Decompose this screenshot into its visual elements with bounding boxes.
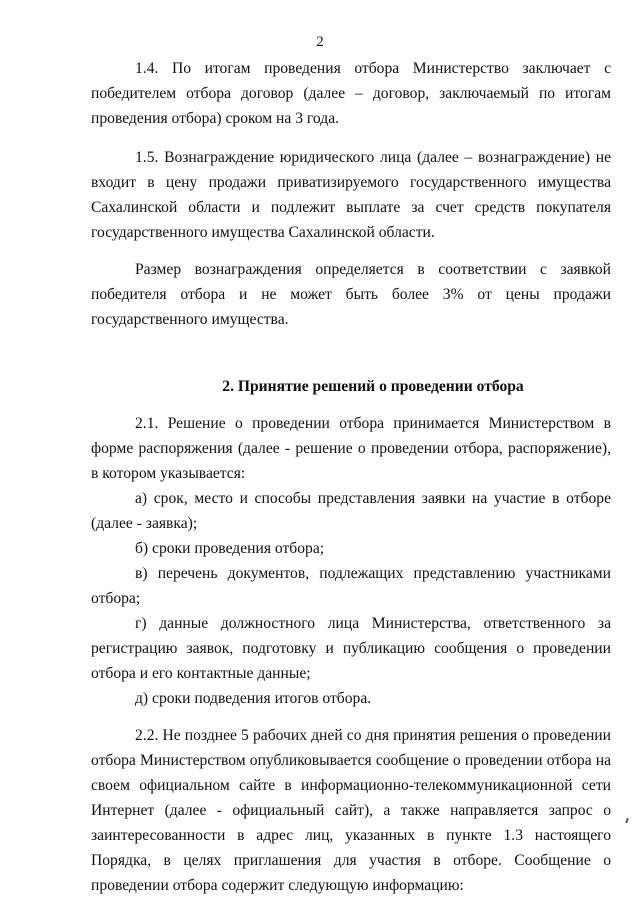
paragraph-1-5: 1.5. Вознаграждение юридического лица (далее – вознаграждение) не входит в цену продажи приватизируемого государственного имущества Сахалинской области и подлежит выплате за счет средств покупателя государственного имущества Сахалинской области.	[91, 149, 611, 241]
list-item-g: г) данные должностного лица Министерства, ответственного за регистрацию заявок, подготовку и публикацию сообщения о проведении отбора и его контактные данные;	[91, 615, 611, 682]
paragraph-reward-size: Размер вознаграждения определяется в соответствии с заявкой победителя отбора и не может быть более 3% от цены продажи государственного имущества.	[91, 261, 611, 328]
list-item-d: д) сроки подведения итогов отбора.	[135, 690, 372, 707]
list-item-b: б) сроки проведения отбора;	[135, 540, 325, 557]
list-item-a: а) срок, место и способы представления заявки на участие в отборе (далее - заявка);	[91, 490, 611, 532]
document-body	[91, 56, 611, 898]
section-2-heading: 2. Принятие решений о проведении отбора	[222, 378, 524, 395]
scan-mark	[625, 818, 629, 823]
paragraph-1-4: 1.4. По итогам проведения отбора Министерство заключает с победителем отбора договор (далее – договор, заключаемый по итогам проведения отбора) сроком на 3 года.	[91, 60, 611, 127]
list-item-v: в) перечень документов, подлежащих представлению участниками отбора;	[91, 565, 611, 607]
paragraph-2-2: 2.2. Не позднее 5 рабочих дней со дня принятия решения о проведении отбора Министерством опубликовывается сообщение о проведении отбора на своем официальном сайте в информационно-телекоммуникационной сети Интернет (далее - официальный сайт), а также направляется запрос о заинтересованности в адрес лиц, указанных в пункте 1.3 настоящего Порядка, в целях приглашения для участия в отборе. Сообщение о проведении отбора содержит следующую информацию:	[91, 727, 611, 894]
paragraph-2-1: 2.1. Решение о проведении отбора принимается Министерством в форме распоряжения (далее - решение о проведении отбора, распоряжение), в котором указывается:	[91, 415, 611, 482]
page-number: 2	[316, 34, 324, 50]
